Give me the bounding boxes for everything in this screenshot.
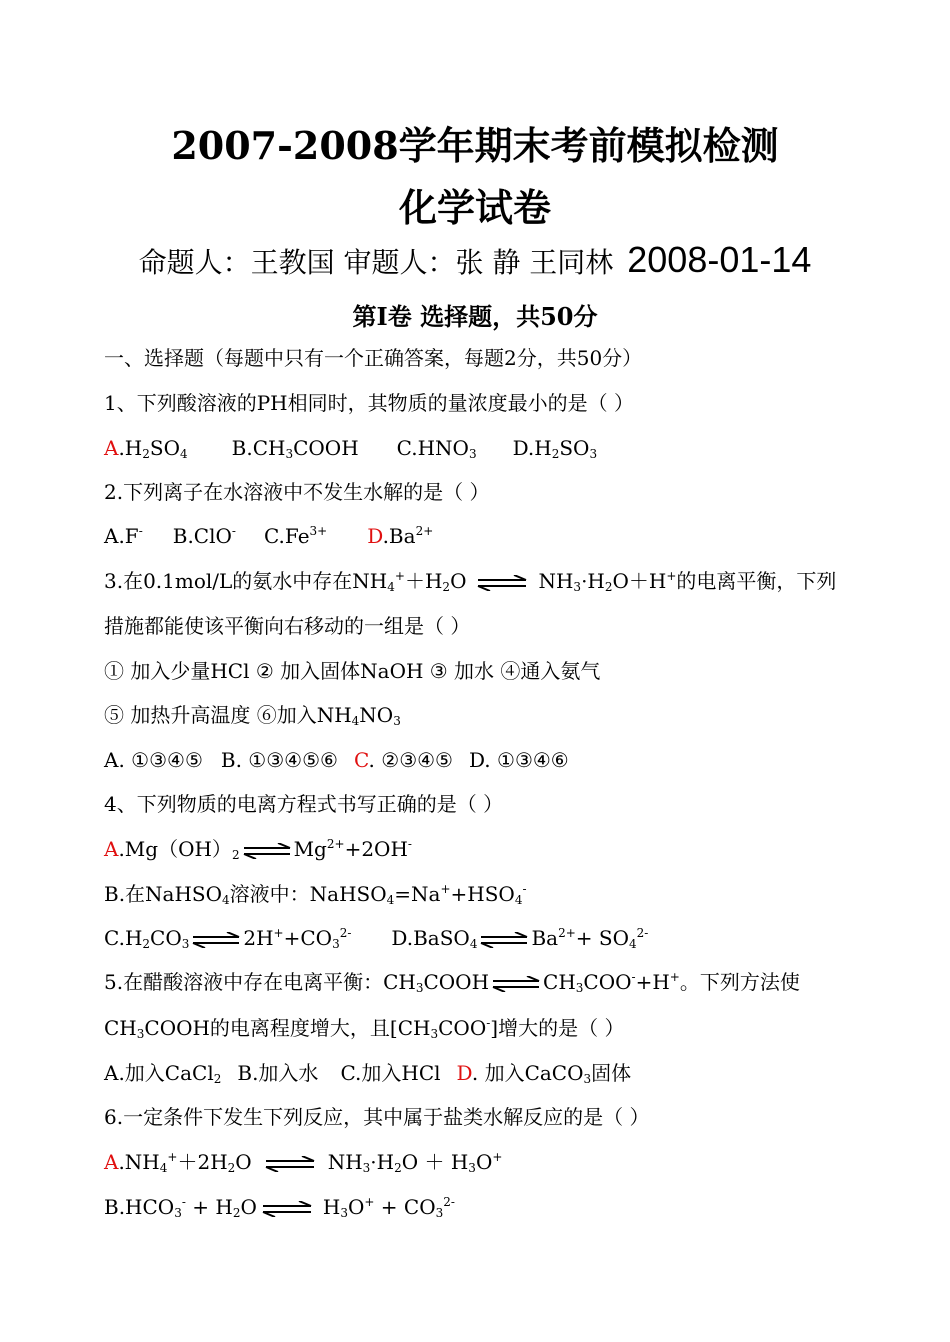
question-3: 3.在0.1mol/L的氨水中存在$NH_4^++H_2O$ $NH_3\cdot H_2O+H^+$的电离平衡，下列: [104, 569, 837, 594]
equilibrium-arrow-icon: [264, 1156, 316, 1172]
question-3-measures-2: ⑤ 加热升高温度 ⑥加入$NH_4NO_3$: [104, 703, 401, 728]
equilibrium-arrow-icon: [242, 843, 292, 859]
question-2: 2.下列离子在水溶液中不发生水解的是（ ）: [104, 480, 490, 504]
question-4-option-a: $A.Mg(OH)_2$ $Mg^{2+}+2OH^-$: [104, 837, 412, 862]
question-4: 4、下列物质的电离方程式书写正确的是（ ）: [104, 792, 504, 816]
exam-subtitle: 化学试卷: [398, 185, 551, 230]
section-heading: 第Ⅰ卷 选择题，共50分: [352, 302, 598, 331]
answer-mark: C: [353, 748, 369, 772]
equilibrium-arrow-icon: [261, 1201, 313, 1217]
answer-mark: A: [104, 436, 119, 460]
question-1: 1、下列酸溶液的PH相同时，其物质的量浓度最小的是（ ）: [104, 391, 634, 415]
question-3-options: A. ①③④⑤ B. ①③④⑤⑥ C. ②③④⑤ D. ①③④⑥: [104, 748, 569, 772]
answer-mark: A: [104, 1150, 119, 1174]
equilibrium-arrow-icon: [479, 932, 529, 948]
question-5: 5.在醋酸溶液中存在电离平衡：$CH_3COOH$ $CH_3COO^-+H^+$。下列方法使: [104, 970, 800, 995]
question-4-option-b: B.在NaHSO$_4$溶液中：$NaHSO_4=Na^++HSO_4^-$: [104, 882, 527, 907]
answer-mark: D: [456, 1061, 472, 1085]
instructions: 一、选择题（每题中只有一个正确答案，每题2分，共50分）: [104, 346, 643, 370]
question-1-options: $A.H_2SO_4$ $B.CH_3COOH$ $C.HNO_3$ $D.H_2SO_3$: [104, 436, 598, 461]
answer-mark: A: [104, 837, 119, 861]
question-3-measures: ① 加入少量HCl ② 加入固体NaOH ③ 加水 ④通入氨气: [104, 659, 601, 683]
exam-title: 2007-2008学年期末考前模拟检测: [171, 123, 779, 168]
question-4-options-cd: $C.H_2CO_3$ $2H^++CO_3^{2-}$ D.BaSO$_4$ $Ba^{2+}+ SO_4^{2-}$: [104, 926, 649, 951]
exam-date: 2008-01-14: [627, 239, 812, 280]
question-6-option-b: $B.HCO_3^- + H_2O$ $H_3O^+ + CO_3^{2-}$: [104, 1195, 455, 1220]
author-line: [0, 240, 950, 283]
equilibrium-arrow-icon: [191, 932, 241, 948]
question-2-options: A.F- B.ClO- $C.Fe^{3+}$ $D.Ba^{2+}$: [104, 524, 434, 548]
question-6: 6.一定条件下发生下列反应，其中属于盐类水解反应的是（ ）: [104, 1105, 650, 1129]
answer-mark: D: [367, 524, 383, 548]
equilibrium-arrow-icon: [474, 575, 530, 591]
question-5-options: A.加入CaCl$_2$ B.加入水 C.加入HCl D. 加入CaCO$_3$固体: [104, 1061, 632, 1086]
author-names: 命题人：王教国 审题人：张 静 王同林: [138, 246, 614, 279]
question-5-line2: $CH_3COOH$的电离程度增大，且$[CH_3COO^-]$增大的是（ ）: [104, 1016, 625, 1041]
question-6-option-a: $A.NH_4^++2H_2O$ $NH_3\cdot H_2O + H_3O^+$: [104, 1150, 503, 1175]
question-3-line2: 措施都能使该平衡向右移动的一组是（ ）: [104, 614, 471, 638]
equilibrium-arrow-icon: [491, 976, 541, 992]
